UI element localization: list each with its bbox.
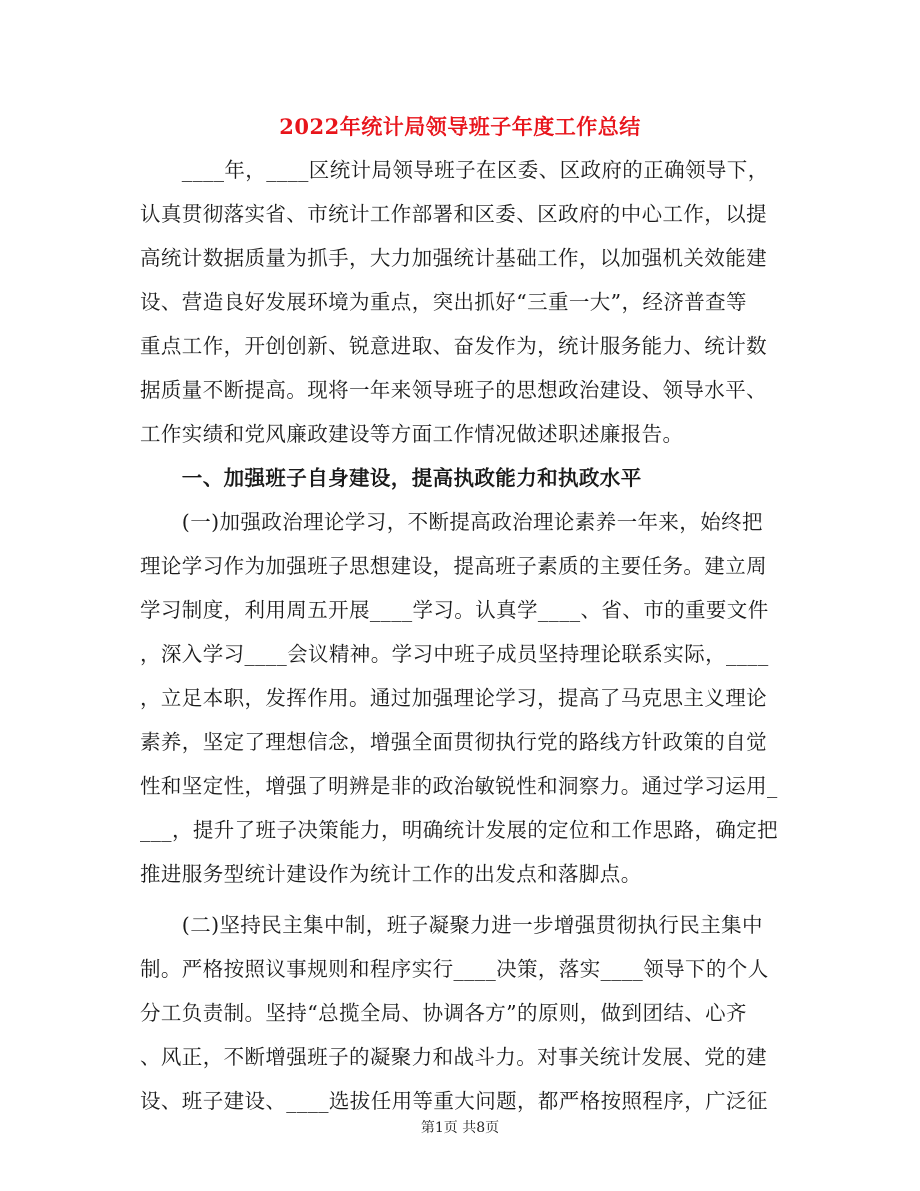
body-line: 高统计数据质量为抓手，大力加强统计基础工作，以加强机关效能建 — [140, 246, 767, 270]
body-line: 学习制度，利用周五开展____学习。认真学____、省、市的重要文件 — [140, 598, 769, 622]
body-line: 性和坚定性，增强了明辨是非的政治敏锐性和洞察力。通过学习运用_ — [140, 774, 778, 798]
body-line: ，立足本职，发挥作用。通过加强理论学习，提高了马克思主义理论 — [140, 686, 767, 710]
document-title: 2022年统计局领导班子年度工作总结 — [279, 114, 641, 139]
body-line: 推进服务型统计建设作为统计工作的出发点和落脚点。 — [140, 862, 642, 886]
section-heading: 一、加强班子自身建设，提高执政能力和执政水平 — [140, 466, 642, 490]
body-line: 分工负责制。坚持“总揽全局、协调各方”的原则，做到团结、心齐 — [140, 1001, 747, 1025]
document-body — [140, 148, 780, 1123]
body-line: 设、营造良好发展环境为重点，突出抓好“三重一大”，经济普查等 — [140, 290, 747, 314]
body-line: 、风正，不断增强班子的凝聚力和战斗力。对事关统计发展、党的建 — [140, 1045, 767, 1069]
body-line: (一)加强政治理论学习，不断提高政治理论素养一年来，始终把 — [140, 510, 763, 534]
page-number: 第1页 共8页 — [420, 1120, 500, 1136]
body-line: 素养，坚定了理想信念，增强全面贯彻执行党的路线方针政策的自觉 — [140, 730, 767, 754]
body-line: 认真贯彻落实省、市统计工作部署和区委、区政府的中心工作，以提 — [140, 202, 767, 226]
body-line: (二)坚持民主集中制，班子凝聚力进一步增强贯彻执行民主集中 — [140, 913, 763, 937]
body-line: ____年，____区统计局领导班子在区委、区政府的正确领导下， — [140, 158, 769, 182]
body-line: 工作实绩和党风廉政建设等方面工作情况做述职述廉报告。 — [140, 422, 684, 446]
body-line: ___，提升了班子决策能力，明确统计发展的定位和工作思路，确定把 — [140, 818, 779, 842]
body-line: 据质量不断提高。现将一年来领导班子的思想政治建设、领导水平、 — [140, 378, 767, 402]
body-line: 理论学习作为加强班子思想建设，提高班子素质的主要任务。建立周 — [140, 554, 767, 578]
body-line: 重点工作，开创创新、锐意进取、奋发作为，统计服务能力、统计数 — [140, 334, 767, 358]
body-line: 设、班子建设、____选拔任用等重大问题，都严格按照程序，广泛征 — [140, 1089, 768, 1113]
body-line: 制。严格按照议事规则和程序实行____决策，落实____领导下的个人 — [140, 957, 769, 981]
body-line: ，深入学习____会议精神。学习中班子成员坚持理论联系实际，____ — [140, 642, 769, 666]
